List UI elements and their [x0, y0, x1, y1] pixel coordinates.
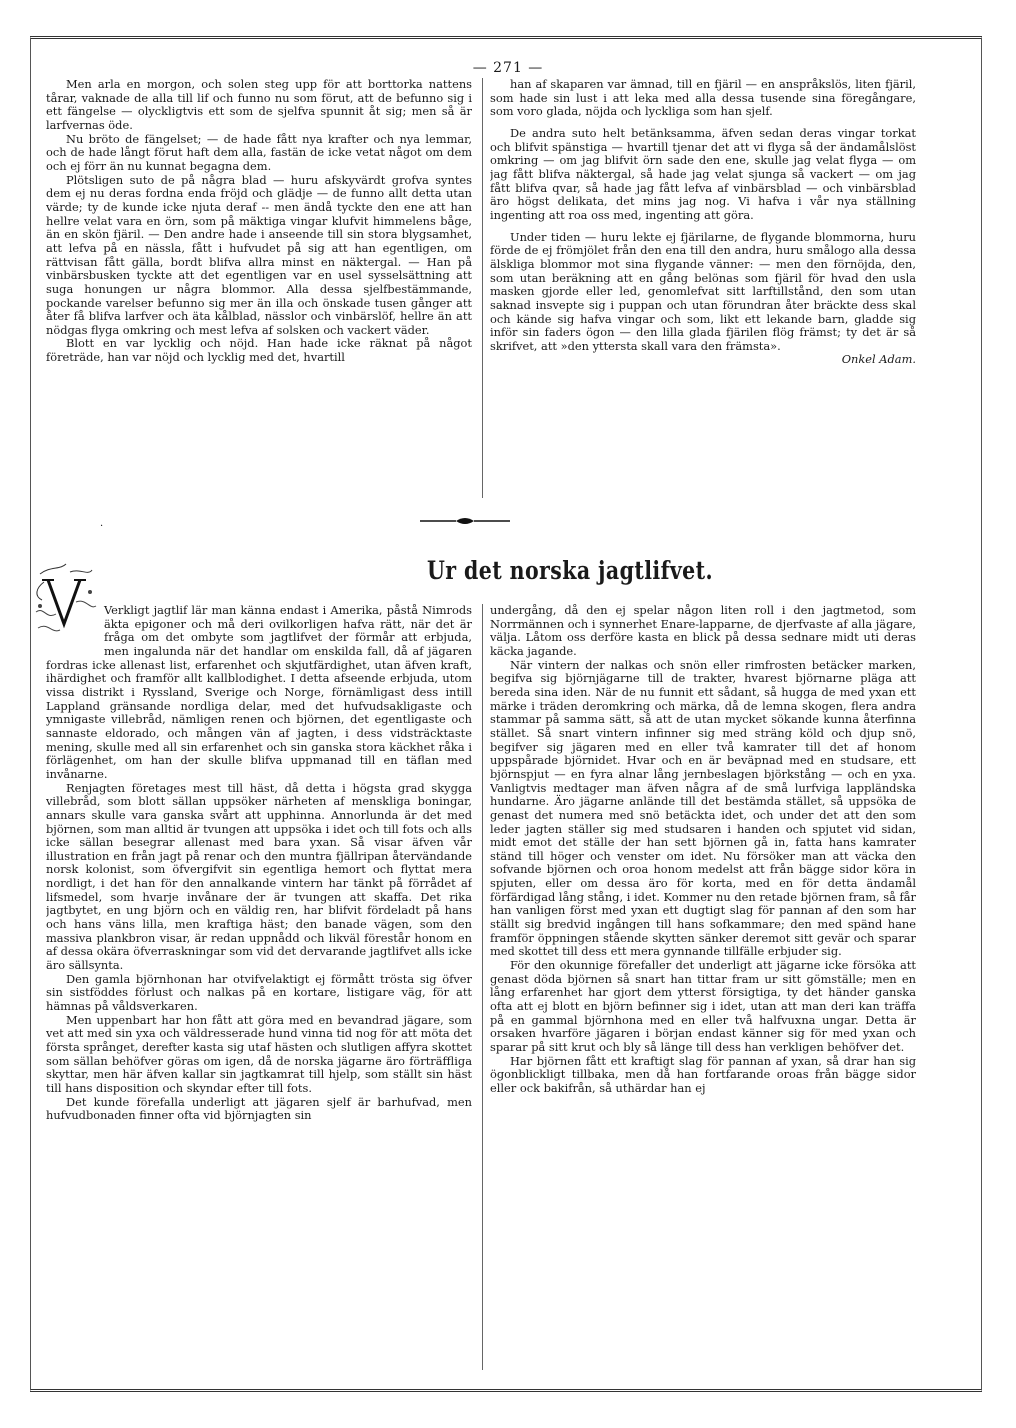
paragraph: Blott en var lycklig och nöjd. Han hade icke räknat på något företräde, han var nöjd och lycklig med det, hvartill: [46, 336, 472, 365]
paragraph: undergång, då den ej spelar någon liten roll i den jagtmetod, som Norrmännen och i synnerhet Enare-lapparne, de djerfvaste af alla jägare, välja. Låtom oss derföre kasta en blick på dessa sednare midt uti deras käcka jagande.: [490, 604, 916, 658]
paragraph: Under tiden — huru lekte ej fjärilarne, de flygande blommorna, huru förde de ej frömjölet från den ena till den andra, huru smålogo alla dessa älskliga blommor mot sina flygande vänner: — men den förnöjda, den, som utan beräkning att en gång belönas som fjäril för hvad den usla masken gjorde eller led, genomlefvat sitt larftillstånd, den som utan saknad insvepte sig i puppan och utan förundran åter bräckte dess skal och kände sig hafva vingar och som, likt ett lekande barn, gladde sig inför sin faders ögon — den lilla glada fjärilen flög främst; ty det är så skrifvet, att »den yttersta skall vara den främsta».: [490, 229, 916, 353]
article-right-column: [490, 604, 916, 1372]
paragraph: Det kunde förefalla underligt att jägaren sjelf är barhufvad, men hufvudbonaden finner ofta vid björnjagten sin: [46, 1094, 472, 1123]
top-right-column: [490, 78, 916, 508]
signature: Onkel Adam.: [841, 352, 916, 367]
paragraph: Men arla en morgon, och solen steg upp för att borttorka nattens tårar, vaknade de alla till lif och funno nu som förut, att de befunno sig i ett fängelse — olyckligtvis ett som de sjelfva spunnit åt sig; men så är larfvernas öde.: [46, 78, 472, 132]
stray-mark: ·: [100, 521, 104, 532]
paragraph: Har björnen fått ett kraftigt slag för pannan af yxan, så drar han sig ögonblickligt tillbaka, men då han fortfarande oroas från bägge sidor eller ock bakifrån, så uthärdar han ej: [490, 1053, 916, 1095]
paragraph: Verkligt jagtlif lär man känna endast i Amerika, påstå Nimrods äkta epigoner och må deri ovilkorligen hafva rätt, när det är fråga om det ombyte som jagtlifvet der förmår att erbjuda, men ingalunda när det handlar om enskilda fall, då af jägaren fordras icke allenast list, erfarenhet och skjutfärdighet, utan äfven kraft, ihärdighet och framför allt kallblodighet. I detta afseende erbjuda, utom vissa distrikt i Ryssland, Sverige och Norge, förnämligast dess intill Lappland gränsande nordliga delar, med det hufvudsakligaste och ymnigaste villebråd, nämligen renen och björnen, det egentligaste och sannaste eldorado, och mången vän af jagten, i dess vidsträcktaste mening, skulle med all sin erfarenhet och sin ganska stora käckhet råka i förlägenhet, om han der skulle blifva uppmanad till en täflan med invånarne.: [46, 604, 472, 781]
column-divider: [482, 78, 483, 498]
ornament-divider-icon: [420, 516, 510, 526]
top-left-column: [46, 78, 472, 502]
paragraph: Plötsligen suto de på några blad — huru afskyvärdt grofva syntes dem ej nu deras fordna enda fröjd och glädje — de funno allt detta utan värde; ty de kunde icke njuta deraf -- men ändå tyckte den ene att han hellre velat vara en örn, som på mäktiga vingar klufvit himmelens båge, än en skön fjäril. — Den andre hade i anseende till sin stora blygsamhet, att lefva på en nässla, fått i hufvudet på sig att han egentligen, om rättvisan fått gälla, bordt blifva allra minst en näktergal. — Han på vinbärsbusken tyckte att det egentligen var en usel sysselsättning att suga honungen ur några blommor. Alla dessa sjelfbestämmande, pockande varelser befunno sig mer än illa och önskade tusen gånger att åter få blifva larfver och äta kålblad, nässlor och vinbärslöf, hellre än att nödgas flyga omkring och mest lefva af solsken och vackert väder.: [46, 172, 472, 337]
paragraph: För den okunnige förefaller det underligt att jägarne icke försöka att genast döda björnen så snart han tittar fram ur sitt gömställe; men en lång erfarenhet har gjort dem ytterst försigtiga, ty det händer ganska ofta att ej blott en björn befinner sig i idet, utan att man deri kan träffa på en gammal björnhona med en eller två halfvuxna ungar. Detta är orsaken hvarföre jägaren i början endast känner sig för med yxan och sparar på sitt krut och bly så länge till dess han verkligen behöfver det.: [490, 958, 916, 1054]
paragraph: Den gamla björnhonan har otvifvelaktigt ej förmått trösta sig öfver sin sistföddes förlust och nalkas på en kortare, listigare väg, för att hämnas på våldsverkaren.: [46, 971, 472, 1014]
article-left-column: [46, 604, 472, 1372]
paragraph: De andra suto helt betänksamma, äfven sedan deras vingar torkat och blifvit spänstiga — hvartill tjenar det att vi flyga så der ändamålslöst omkring — om jag blifvit örn sade den ene, skulle jag velat flyga — om jag fått blifva näktergal, så hade jag velat sjunga så vackert — om jag fått blifva qvar, så hade jag fått lefva af vinbärsblad — och vinbärsblad äro högst delikata, det mins jag nog. Vi hafva i vår nya ställning ingenting att roa oss med, ingenting att göra.: [490, 125, 916, 222]
paragraph: Men uppenbart har hon fått att göra med en bevandrad jägare, som vet att med sin yxa och väldresserade hund vinna tid nog för att möta det första språnget, derefter kasta sig utaf hästen och slutligen affyra skottet som sällan behöfver göras om igen, då de norska jägarne äro förträffliga skyttar, men här äfven kallar sin jagtkamrat till hjelp, som ställt sin häst till hans disposition och skyndar efter till fots.: [46, 1012, 472, 1095]
column-divider: [482, 604, 483, 1370]
paragraph: Renjagten företages mest till häst, då detta i högsta grad skygga villebråd, som blott sällan uppsöker närheten af menskliga boningar, annars skulle vara ganska svårt att upphinna. Annorlunda är det med björnen, som man alltid är tvungen att uppsöka i idet och till fots och alls icke sällan besegrar allenast med bara yxan. Så visar äfven vår illustration en från jagt på renar och den muntra fjällripan återvändande norsk kolonist, som öfvergifvit sin egentliga hemort och flyttat mera nordligt, i det han för den annalkande vintern har tänkt på förrådet af lifsmedel, som hvarje invånare der är tvungen att skaffa. Det rika jagtbytet, en ung björn och en väldig ren, har blifvit fördeladt på hans och hans väns lilla, men kraftiga häst; den banade vägen, som den massiva plankbron visar, är redan uppnådd och likväl förestår honom en af dessa okära öfverraskningar som vid det dervarande jagtlifvet alls icke äro sällsynta.: [46, 780, 472, 973]
paragraph: han af skaparen var ämnad, till en fjäril — en anspråkslös, liten fjäril, som hade sin lust i att leka med alla dessa tusende sina föregångare, som voro glada, nöjda och lyckliga som han sjelf.: [490, 78, 916, 119]
paragraph: Nu bröto de fängelset; — de hade fått nya krafter och nya lemmar, och de hade långt förut haft dem alla, fastän de icke vetat något om dem och ej förr än nu kunnat begagna dem.: [46, 131, 472, 173]
article-title: Ur det norska jagtlifvet.: [426, 556, 714, 585]
page-number: — 271 —: [472, 60, 544, 76]
paragraph: När vintern der nalkas och snön eller rimfrosten betäcker marken, begifva sig björnjägarne till de trakter, hvarest björnarne pläga att bereda sina iden. När de nu funnit ett sådant, så hugga de med yxan ett märke i träden deromkring och märka, då de lemna skogen, flera andra stammar på samma sätt, så att de utan mycket sökande kunna återfinna stället. Så snart vintern infinner sig med sträng köld och djup snö, begifver sig jägaren med en eller två kamrater till det af honom uppspårade björnidet. Hvar och en är beväpnad med en studsare, ett björnspjut — en fyra alnar lång jernbeslagen björkstång — och en yxa. Vanligtvis medtager man äfven några af de små lurfviga lappländska hundarne. Äro jägarne anlände till det bestämda stället, så uppsöka de genast det numera med snö betäckta idet, och under det att den som leder jagten ställer sig med studsaren i handen och spjutet vid sidan, midt emot det ställe der han sett björnen gå in, fatta hans kamrater ständ till höger och venster om idet. Nu försöker man att väcka den sofvande björnen och oroa honom medelst att från bägge sidor köra in spjuten, eller om dessa äro för korta, med en för detta ändamål förfärdigad lång stång, i idet. Kommer nu den retade björnen fram, så får han vanligen först med yxan ett dugtigt slag för pannan af den som har ställt sig bredvid ingången till hans sofkammare; den med spänd hane framför öppningen stående skytten sänker deremot sitt gevär och sparar med skottet till dess ett mera gynnande tillfälle erbjuder sig.: [490, 657, 916, 959]
